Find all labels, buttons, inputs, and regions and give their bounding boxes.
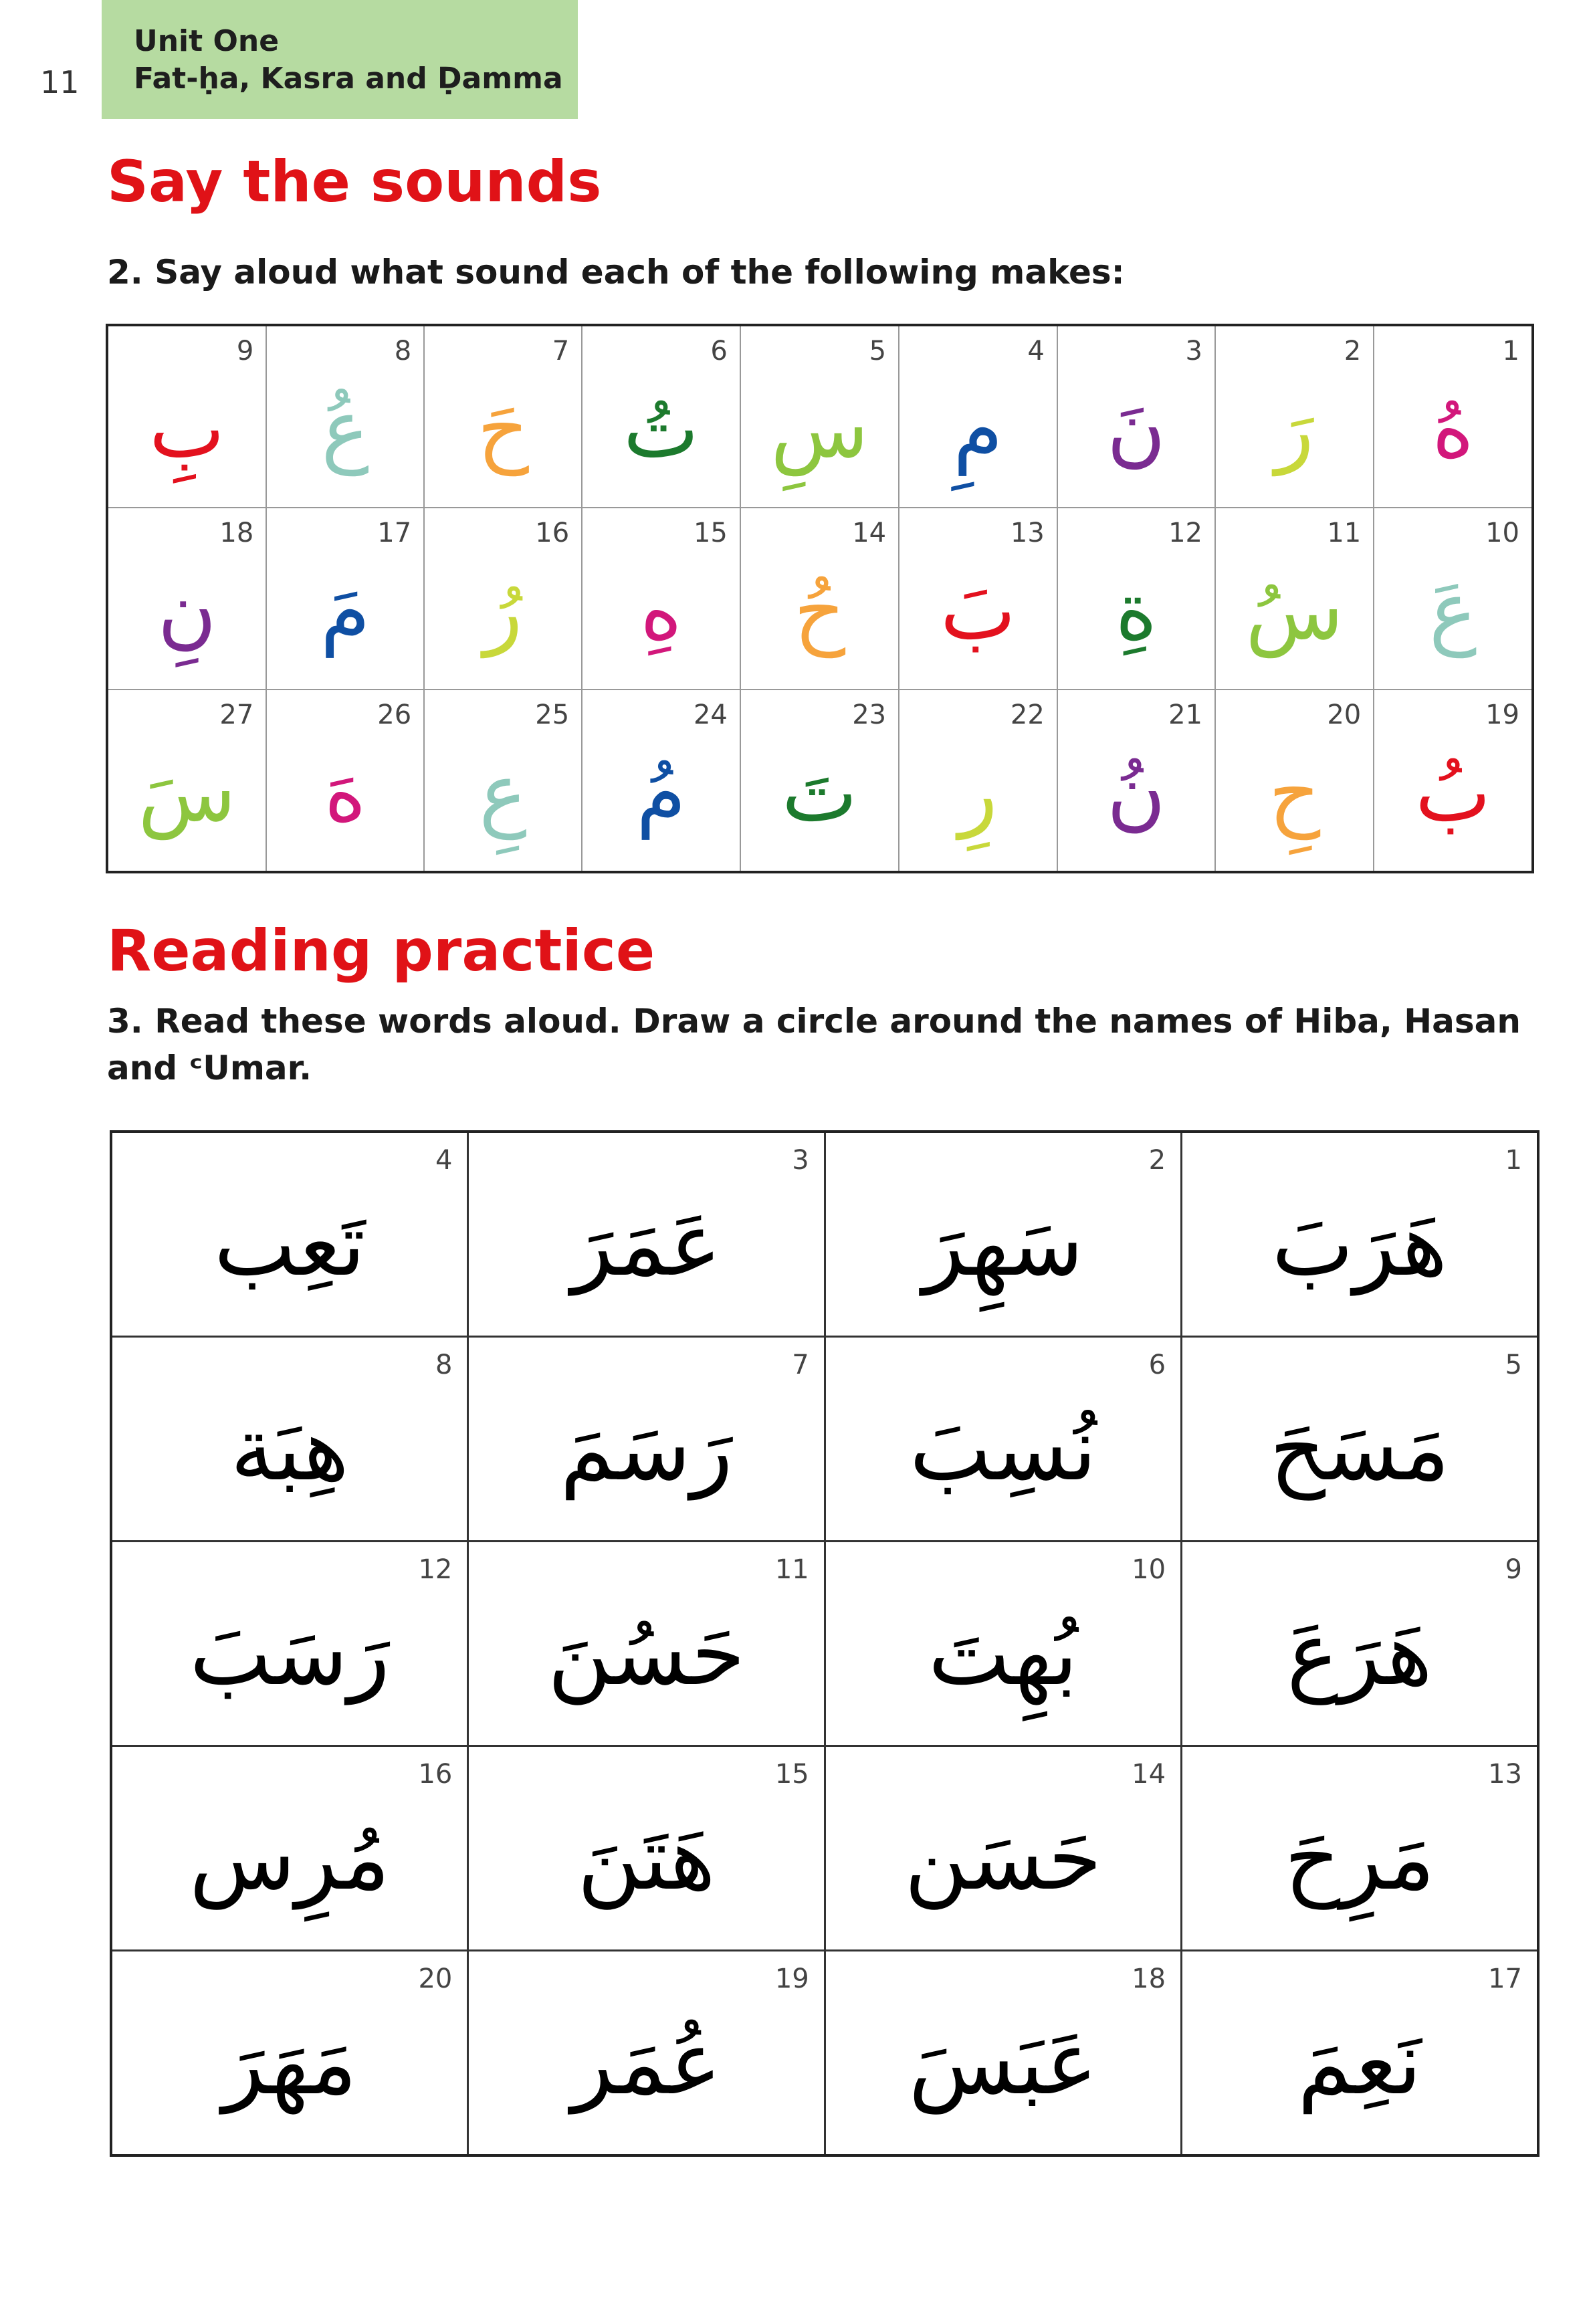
word-cell (1182, 1132, 1538, 1337)
sound-cell-number: 2 (1344, 336, 1362, 366)
word-cell-number: 9 (1505, 1554, 1522, 1585)
word-cell-text: مَهَرَ (222, 2012, 357, 2114)
word-cell-number: 10 (1132, 1554, 1166, 1585)
word-cell-number: 19 (774, 1964, 809, 1994)
sound-cell (1215, 325, 1374, 508)
sound-cell-number: 11 (1327, 518, 1362, 548)
sound-cell (899, 508, 1057, 690)
sound-cell-number: 6 (710, 336, 728, 366)
word-cell-text: حَسُنَ (547, 1602, 746, 1705)
sound-cell-text: مِ (953, 383, 1003, 476)
sound-cell-text: بِ (149, 383, 225, 476)
word-cell (1182, 1337, 1538, 1542)
sound-cell-number: 5 (869, 336, 887, 366)
sound-cell-row (107, 690, 1533, 872)
word-cell-row (111, 1132, 1538, 1337)
sound-cell-text: هَ (324, 747, 366, 840)
sound-cell (1374, 690, 1533, 872)
sound-cell (1057, 508, 1215, 690)
word-cell-text: تَعِب (213, 1193, 366, 1295)
sound-cell-number: 16 (535, 518, 570, 548)
page-number: 11 (40, 64, 80, 100)
sound-cell (107, 690, 266, 872)
sound-cell (582, 508, 740, 690)
instruction-2: 2. Say aloud what sound each of the following makes: (107, 253, 1125, 292)
word-cell (111, 1337, 468, 1542)
word-cell-number: 1 (1505, 1145, 1522, 1176)
word-cell (111, 1132, 468, 1337)
sound-cell-row (107, 508, 1533, 690)
unit-subtitle: Fat-ḥa, Kasra and Ḍamma (134, 62, 563, 96)
sound-cell-text: عَ (1428, 565, 1477, 658)
sound-cell-text: تُ (623, 383, 699, 476)
sound-cell (107, 508, 266, 690)
sound-cell (582, 690, 740, 872)
sound-cell-number: 4 (1027, 336, 1045, 366)
sound-cell-number: 3 (1185, 336, 1202, 366)
word-cell-number: 15 (774, 1759, 809, 1790)
word-cell-text: مَسَحَ (1269, 1398, 1450, 1500)
sound-cell (899, 325, 1057, 508)
sound-cell-text: ةِ (1115, 565, 1158, 658)
sound-cell-text: مَ (320, 565, 370, 658)
sound-cell-number: 10 (1485, 518, 1519, 548)
word-cell-number: 2 (1148, 1145, 1166, 1176)
word-cell-number: 5 (1505, 1350, 1522, 1380)
instruction-3: 3. Read these words aloud. Draw a circle around the names of Hiba, Hasan and ᶜUmar. (107, 1002, 1521, 1087)
sound-cell-number: 19 (1485, 700, 1519, 730)
sound-cell-number: 14 (852, 518, 887, 548)
word-cell-row (111, 1746, 1538, 1951)
sound-cell-number: 1 (1502, 336, 1519, 366)
sound-cell-row (107, 325, 1533, 508)
word-cell-text: مَرِحَ (1284, 1807, 1435, 1909)
sound-cell-number: 12 (1168, 518, 1202, 548)
sound-cell-number: 26 (377, 700, 412, 730)
word-cell-text: هَرَبَ (1271, 1193, 1448, 1295)
sound-cell-text: رِ (958, 747, 998, 840)
sound-cell (1215, 690, 1374, 872)
word-cell-number: 20 (418, 1964, 453, 1994)
sound-cell-number: 17 (377, 518, 412, 548)
word-cell-number: 6 (1148, 1350, 1166, 1380)
sound-cell-text: حُ (793, 565, 846, 658)
word-cell (1182, 1542, 1538, 1746)
sound-cell-text: حِ (1268, 747, 1321, 840)
sound-cell (266, 325, 424, 508)
sound-cell-text: نَ (1106, 383, 1166, 476)
sound-cell-text: هُ (1432, 383, 1475, 476)
sound-cell-text: عِ (479, 747, 527, 840)
word-cell-number: 4 (435, 1145, 453, 1176)
unit-title: Unit One (134, 24, 280, 58)
sound-cell (1374, 325, 1533, 508)
word-cell (111, 1542, 468, 1746)
sound-cell (1057, 325, 1215, 508)
section-title-say-sounds: Say the sounds (107, 148, 602, 215)
sound-cell (740, 690, 899, 872)
sound-cell (582, 325, 740, 508)
sound-cell (266, 690, 424, 872)
sound-cell-number: 21 (1168, 700, 1202, 730)
sound-cell-text: رُ (484, 565, 523, 658)
sound-cell-number: 7 (552, 336, 570, 366)
word-cell-text: عَبَسَ (908, 2012, 1098, 2114)
word-cell-text: هَرَعَ (1287, 1602, 1433, 1705)
sound-cell-number: 25 (535, 700, 570, 730)
word-cell-number: 17 (1488, 1964, 1522, 1994)
word-cell (1182, 1746, 1538, 1951)
sound-cell-number: 22 (1010, 700, 1045, 730)
sound-cell-text: تَ (782, 747, 857, 840)
word-cell-number: 16 (418, 1759, 453, 1790)
word-cell-text: عَمَرَ (571, 1193, 722, 1295)
word-cell-text: نُسِبَ (909, 1398, 1097, 1500)
sound-cell-number: 20 (1327, 700, 1362, 730)
word-cell (111, 1951, 468, 2156)
sound-cell-number: 23 (852, 700, 887, 730)
word-cell (825, 1951, 1181, 2156)
word-cell-number: 13 (1488, 1759, 1522, 1790)
unit-header (102, 0, 578, 119)
word-cell-text: سَهِرَ (922, 1193, 1084, 1295)
sound-cell (1057, 690, 1215, 872)
word-cell-text: رَسَمَ (560, 1398, 733, 1500)
word-cell (1182, 1951, 1538, 2156)
word-cell (111, 1746, 468, 1951)
sound-cell-number: 27 (219, 700, 254, 730)
word-cell (468, 1746, 825, 1951)
sound-cell-text: سَ (138, 747, 236, 840)
sound-cell-text: هِ (640, 565, 682, 658)
sound-cell-text: نُ (1106, 747, 1166, 840)
words-grid (110, 1130, 1540, 2157)
word-cell (468, 1951, 825, 2156)
sound-cell-number: 24 (693, 700, 728, 730)
sound-cell-number: 9 (236, 336, 254, 366)
word-cell-text: عُمَر (571, 2012, 722, 2114)
word-cell (825, 1337, 1181, 1542)
sound-cell (107, 325, 266, 508)
word-cell (468, 1132, 825, 1337)
sound-cell-text: نِ (157, 565, 217, 658)
sound-cell (740, 325, 899, 508)
sound-cell (424, 508, 582, 690)
sound-cell-text: رَ (1275, 383, 1314, 476)
sound-cell-number: 15 (693, 518, 728, 548)
sound-cell (266, 508, 424, 690)
word-cell-row (111, 1337, 1538, 1542)
sound-cell (740, 508, 899, 690)
sound-cell-number: 8 (394, 336, 412, 366)
word-cell-text: حَسَن (904, 1807, 1102, 1909)
word-cell-number: 8 (435, 1350, 453, 1380)
word-cell-text: نَعِمَ (1297, 2012, 1422, 2114)
sound-cell-text: سِ (770, 383, 869, 476)
sound-cell (1215, 508, 1374, 690)
word-cell-number: 12 (418, 1554, 453, 1585)
word-cell (825, 1746, 1181, 1951)
sound-cell-text: بُ (1415, 747, 1491, 840)
sound-cell-text: سُ (1245, 565, 1344, 658)
section-title-reading-practice: Reading practice (107, 918, 655, 984)
word-cell-text: مُرِس (189, 1807, 391, 1909)
word-cell-number: 14 (1132, 1759, 1166, 1790)
word-cell-number: 18 (1132, 1964, 1166, 1994)
word-cell-number: 7 (792, 1350, 809, 1380)
sound-cell (424, 690, 582, 872)
sound-cell-number: 18 (219, 518, 254, 548)
sound-cell-text: مُ (636, 747, 686, 840)
word-cell-number: 3 (792, 1145, 809, 1176)
word-cell-row (111, 1951, 1538, 2156)
sound-cell (1374, 508, 1533, 690)
word-cell-text: رَسَبَ (189, 1602, 390, 1705)
word-cell (468, 1542, 825, 1746)
sound-cell (424, 325, 582, 508)
word-cell-text: هَتَنَ (577, 1807, 716, 1909)
sound-cell-number: 13 (1010, 518, 1045, 548)
sound-cell-text: بَ (940, 565, 1016, 658)
sounds-grid (106, 324, 1534, 873)
word-cell-row (111, 1542, 1538, 1746)
sound-cell-text: عُ (321, 383, 370, 476)
word-cell-number: 11 (774, 1554, 809, 1585)
word-cell (825, 1132, 1181, 1337)
word-cell-text: هِبَة (230, 1398, 349, 1500)
word-cell (825, 1542, 1181, 1746)
word-cell-text: بُهِتَ (928, 1602, 1078, 1705)
sound-cell-text: حَ (477, 383, 529, 476)
sound-cell (899, 690, 1057, 872)
word-cell (468, 1337, 825, 1542)
